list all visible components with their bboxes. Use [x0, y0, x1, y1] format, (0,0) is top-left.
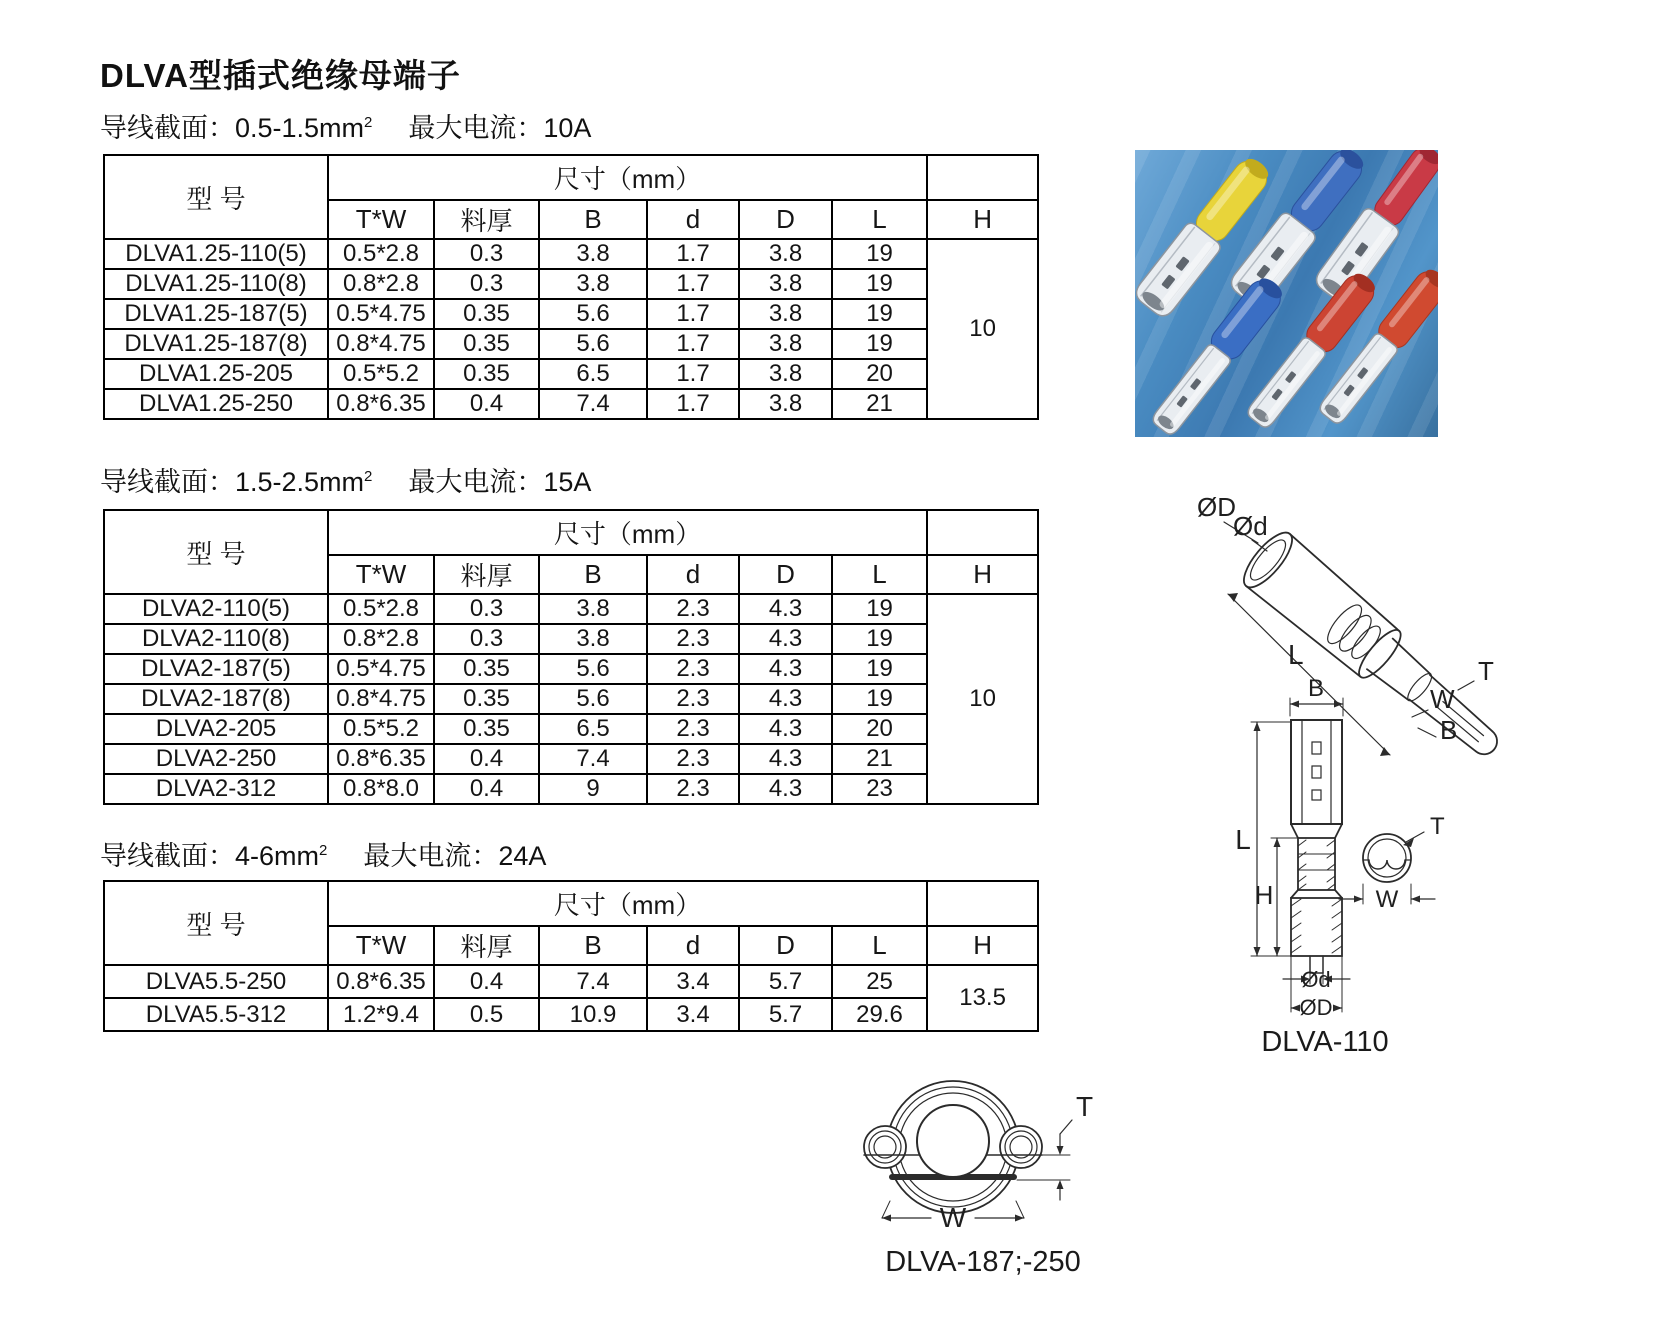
max-current-label: 最大电流：: [408, 113, 544, 143]
value-cell: 3.8: [739, 269, 832, 299]
value-cell: 3.8: [539, 239, 647, 269]
model-cell: DLVA1.25-187(5): [104, 299, 328, 329]
column-header-b: B: [539, 555, 647, 594]
dim-label-width: W: [1375, 886, 1399, 913]
model-cell: DLVA1.25-187(8): [104, 329, 328, 359]
dim-label-outer-diameter: ØD: [1299, 995, 1333, 1020]
model-cell: DLVA2-205: [104, 714, 328, 744]
value-cell: 2.3: [647, 654, 739, 684]
wire-section-label: 导线截面：: [100, 467, 235, 497]
column-header-d-big: D: [739, 926, 832, 965]
model-cell: DLVA2-110(5): [104, 594, 328, 624]
table-row: [104, 684, 1038, 714]
value-cell: 4.3: [739, 774, 832, 804]
value-cell: 6.5: [539, 714, 647, 744]
column-header-d-big: D: [739, 555, 832, 594]
value-cell: 20: [832, 714, 927, 744]
caption-dlva187-250: DLVA-187;-250: [885, 1246, 1081, 1278]
column-header-dimensions: 尺寸（mm）: [328, 510, 927, 555]
value-cell: 0.5*2.8: [328, 594, 434, 624]
value-cell: 0.8*6.35: [328, 965, 434, 998]
superscript-2: 2: [364, 468, 373, 485]
value-cell: 0.8*2.8: [328, 269, 434, 299]
column-header-d-big: D: [739, 200, 832, 239]
column-header-d-small: d: [647, 555, 739, 594]
table-row: [104, 299, 1038, 329]
value-cell: 0.4: [434, 744, 539, 774]
value-cell: 5.7: [739, 965, 832, 998]
column-header-l: L: [832, 555, 927, 594]
value-cell: 19: [832, 684, 927, 714]
column-header-l: L: [832, 200, 927, 239]
column-header-b: B: [539, 200, 647, 239]
value-cell: 2.3: [647, 714, 739, 744]
value-cell: 19: [832, 624, 927, 654]
value-cell: 19: [832, 594, 927, 624]
dim-label-width: W: [1430, 684, 1455, 714]
column-header-d-small: d: [647, 926, 739, 965]
value-cell: 5.6: [539, 684, 647, 714]
model-cell: DLVA2-110(8): [104, 624, 328, 654]
model-cell: DLVA1.25-110(8): [104, 269, 328, 299]
model-cell: DLVA2-187(5): [104, 654, 328, 684]
dim-label-length: L: [1288, 639, 1304, 670]
max-current-label: 最大电流：: [408, 467, 544, 497]
value-cell: 3.4: [647, 998, 739, 1031]
value-cell: 29.6: [832, 998, 927, 1031]
caption-dlva110: DLVA-110: [1261, 1026, 1389, 1058]
value-cell: 7.4: [539, 744, 647, 774]
table-row: [104, 774, 1038, 804]
column-header-dimensions: 尺寸（mm）: [328, 155, 927, 200]
table-row: [104, 269, 1038, 299]
value-cell: 5.7: [739, 998, 832, 1031]
product-photo: [1135, 150, 1438, 437]
column-header-b: B: [539, 926, 647, 965]
value-cell: 4.3: [739, 594, 832, 624]
model-cell: DLVA2-312: [104, 774, 328, 804]
max-current-value: 10A: [543, 113, 592, 143]
value-cell: 0.3: [434, 269, 539, 299]
table-row: [104, 965, 1038, 998]
column-header-tw: T*W: [328, 926, 434, 965]
value-cell: 1.7: [647, 329, 739, 359]
value-cell: 19: [832, 654, 927, 684]
section-2-header: [100, 460, 591, 499]
column-header-dimensions: 尺寸（mm）: [328, 881, 927, 926]
value-cell: 3.8: [739, 329, 832, 359]
dim-label-outer-diameter: ØD: [1197, 492, 1236, 522]
value-cell: 4.3: [739, 684, 832, 714]
value-cell: 20: [832, 359, 927, 389]
value-cell: 6.5: [539, 359, 647, 389]
h-value-cell: 10: [927, 594, 1038, 804]
max-current-label: 最大电流：: [363, 841, 499, 871]
value-cell: 7.4: [539, 965, 647, 998]
column-header-l: L: [832, 926, 927, 965]
dim-label-thickness: T: [1478, 656, 1494, 686]
h-value-cell: 13.5: [927, 965, 1038, 1031]
dim-label-inner-diameter: Ød: [1301, 967, 1331, 992]
value-cell: 3.8: [539, 624, 647, 654]
front-view: [1291, 720, 1342, 973]
value-cell: 2.3: [647, 744, 739, 774]
technical-drawing-dlva187-250: [828, 1028, 1128, 1243]
table-row: [104, 624, 1038, 654]
value-cell: 0.8*6.35: [328, 389, 434, 419]
table-row: [104, 239, 1038, 269]
value-cell: 5.6: [539, 654, 647, 684]
wire-section-value: 1.5-2.5mm: [235, 467, 365, 497]
value-cell: 3.8: [739, 239, 832, 269]
model-cell: DLVA5.5-250: [104, 965, 328, 998]
max-current-value: 15A: [543, 467, 592, 497]
column-header-h-spacer: [927, 881, 1038, 926]
column-header-thickness: 料厚: [434, 200, 539, 239]
value-cell: 3.8: [539, 594, 647, 624]
value-cell: 19: [832, 239, 927, 269]
value-cell: 1.7: [647, 239, 739, 269]
column-header-thickness: 料厚: [434, 555, 539, 594]
value-cell: 4.3: [739, 624, 832, 654]
dim-label-length: L: [1235, 824, 1251, 855]
value-cell: 0.35: [434, 329, 539, 359]
column-header-h-spacer: [927, 510, 1038, 555]
wire-section-value: 4-6mm: [235, 841, 320, 871]
model-cell: DLVA2-250: [104, 744, 328, 774]
table-row: [104, 998, 1038, 1031]
section-1-header: [100, 106, 591, 145]
value-cell: 0.5*5.2: [328, 714, 434, 744]
value-cell: 0.35: [434, 684, 539, 714]
value-cell: 0.4: [434, 965, 539, 998]
value-cell: 2.3: [647, 624, 739, 654]
wire-section-value: 0.5-1.5mm: [235, 113, 365, 143]
column-header-h: H: [927, 926, 1038, 965]
superscript-2: 2: [319, 842, 328, 859]
value-cell: 3.8: [739, 299, 832, 329]
table-row: [104, 654, 1038, 684]
dim-label-width: W: [939, 1202, 967, 1233]
superscript-2: 2: [364, 114, 373, 131]
value-cell: 1.7: [647, 299, 739, 329]
isometric-view: [1236, 526, 1516, 776]
model-cell: DLVA1.25-205: [104, 359, 328, 389]
spec-table-1.5-2.5mm: [103, 509, 1039, 805]
page-title: DLVA型插式绝缘母端子: [100, 57, 461, 94]
section-3-header: [100, 834, 546, 873]
value-cell: 0.3: [434, 594, 539, 624]
value-cell: 23: [832, 774, 927, 804]
value-cell: 5.6: [539, 329, 647, 359]
dim-label-inner-diameter: Ød: [1233, 511, 1268, 541]
table-row: [104, 389, 1038, 419]
column-header-h-spacer: [927, 155, 1038, 200]
value-cell: 0.8*6.35: [328, 744, 434, 774]
wire-section-label: 导线截面：: [100, 113, 235, 143]
dim-label-thickness: T: [1430, 813, 1445, 840]
value-cell: 0.8*4.75: [328, 329, 434, 359]
wire-section-label: 导线截面：: [100, 841, 235, 871]
value-cell: 0.5*2.8: [328, 239, 434, 269]
model-cell: DLVA1.25-250: [104, 389, 328, 419]
value-cell: 1.7: [647, 269, 739, 299]
value-cell: 2.3: [647, 774, 739, 804]
value-cell: 19: [832, 299, 927, 329]
value-cell: 0.8*8.0: [328, 774, 434, 804]
value-cell: 5.6: [539, 299, 647, 329]
table-row: [104, 594, 1038, 624]
column-header-h: H: [927, 555, 1038, 594]
value-cell: 7.4: [539, 389, 647, 419]
value-cell: 19: [832, 329, 927, 359]
h-value-cell: 10: [927, 239, 1038, 419]
value-cell: 21: [832, 389, 927, 419]
value-cell: 0.35: [434, 714, 539, 744]
column-header-h: H: [927, 200, 1038, 239]
column-header-model: 型 号: [104, 510, 328, 594]
dim-label-blade: B: [1307, 675, 1325, 702]
model-cell: DLVA1.25-110(5): [104, 239, 328, 269]
dim-label-height: H: [1254, 880, 1274, 910]
dim-label-thickness: T: [1076, 1091, 1094, 1122]
value-cell: 1.7: [647, 389, 739, 419]
value-cell: 2.3: [647, 684, 739, 714]
cross-section-view: [864, 1081, 1042, 1213]
value-cell: 1.7: [647, 359, 739, 389]
spec-table-4-6mm: [103, 880, 1039, 1032]
table-row: [104, 329, 1038, 359]
value-cell: 2.3: [647, 594, 739, 624]
value-cell: 21: [832, 744, 927, 774]
value-cell: 3.4: [647, 965, 739, 998]
value-cell: 0.5: [434, 998, 539, 1031]
value-cell: 0.8*2.8: [328, 624, 434, 654]
value-cell: 0.35: [434, 299, 539, 329]
terminals-illustration: [1135, 150, 1438, 437]
model-cell: DLVA2-187(8): [104, 684, 328, 714]
value-cell: 0.8*4.75: [328, 684, 434, 714]
column-header-d-small: d: [647, 200, 739, 239]
value-cell: 0.4: [434, 389, 539, 419]
dim-label-blade: B: [1440, 715, 1458, 745]
column-header-tw: T*W: [328, 200, 434, 239]
max-current-value: 24A: [498, 841, 547, 871]
value-cell: 4.3: [739, 714, 832, 744]
value-cell: 0.5*5.2: [328, 359, 434, 389]
value-cell: 3.8: [539, 269, 647, 299]
column-header-tw: T*W: [328, 555, 434, 594]
value-cell: 0.5*4.75: [328, 654, 434, 684]
table-row: [104, 714, 1038, 744]
value-cell: 25: [832, 965, 927, 998]
value-cell: 0.3: [434, 239, 539, 269]
column-header-model: 型 号: [104, 155, 328, 239]
value-cell: 4.3: [739, 654, 832, 684]
spec-table-0.5-1.5mm: [103, 154, 1039, 420]
value-cell: 9: [539, 774, 647, 804]
model-cell: DLVA5.5-312: [104, 998, 328, 1031]
value-cell: 19: [832, 269, 927, 299]
table-row: [104, 744, 1038, 774]
value-cell: 1.2*9.4: [328, 998, 434, 1031]
column-header-model: 型 号: [104, 881, 328, 965]
table-row: [104, 359, 1038, 389]
column-header-thickness: 料厚: [434, 926, 539, 965]
value-cell: 0.35: [434, 359, 539, 389]
value-cell: 0.35: [434, 654, 539, 684]
value-cell: 0.4: [434, 774, 539, 804]
value-cell: 10.9: [539, 998, 647, 1031]
value-cell: 0.5*4.75: [328, 299, 434, 329]
value-cell: 3.8: [739, 389, 832, 419]
value-cell: 0.3: [434, 624, 539, 654]
value-cell: 4.3: [739, 744, 832, 774]
technical-drawing-dlva110: [1140, 452, 1610, 1032]
value-cell: 3.8: [739, 359, 832, 389]
